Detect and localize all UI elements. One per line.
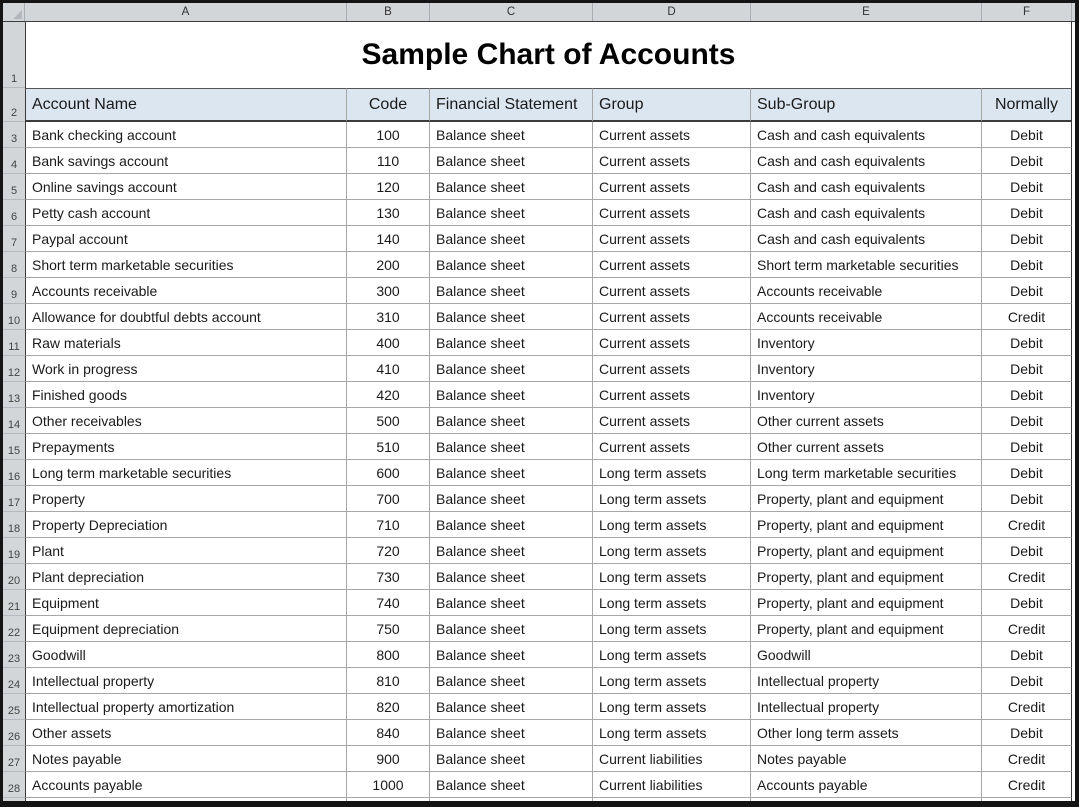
cell-group[interactable]: Long term assets bbox=[593, 460, 751, 486]
cell-code[interactable]: 810 bbox=[347, 668, 430, 694]
cell-account-name[interactable]: Intellectual property amortization bbox=[25, 694, 347, 720]
column-header-strip bbox=[3, 3, 1075, 22]
cell-financial-statement[interactable]: Balance sheet bbox=[430, 694, 593, 720]
cell-code[interactable]: 750 bbox=[347, 616, 430, 642]
cell-account-name[interactable]: Equipment bbox=[25, 590, 347, 616]
cell-normally[interactable]: Debit bbox=[982, 434, 1072, 460]
cell-financial-statement[interactable]: Balance sheet bbox=[430, 538, 593, 564]
cell-account-name[interactable]: Bank checking account bbox=[25, 122, 347, 148]
cell-sub-group[interactable]: Property, plant and equipment bbox=[751, 616, 982, 642]
cell-normally[interactable]: Debit bbox=[982, 200, 1072, 226]
cell-account-name[interactable]: Raw materials bbox=[25, 330, 347, 356]
cell-group[interactable]: Current assets bbox=[593, 434, 751, 460]
cell-code[interactable]: 140 bbox=[347, 226, 430, 252]
cell-account-name[interactable]: Accounts receivable bbox=[25, 278, 347, 304]
cell-sub-group[interactable]: Inventory bbox=[751, 382, 982, 408]
cell-financial-statement[interactable]: Balance sheet bbox=[430, 252, 593, 278]
table-row bbox=[3, 772, 1075, 798]
table-row bbox=[3, 122, 1075, 148]
cell-financial-statement[interactable]: Balance sheet bbox=[430, 668, 593, 694]
cell-code[interactable]: 410 bbox=[347, 356, 430, 382]
cell-sub-group[interactable]: Other current assets bbox=[751, 434, 982, 460]
cell-financial-statement[interactable]: Balance sheet bbox=[430, 772, 593, 798]
cell-account-name[interactable]: Prepayments bbox=[25, 434, 347, 460]
cell-code[interactable]: 110 bbox=[347, 148, 430, 174]
select-all-triangle-icon bbox=[13, 10, 22, 19]
partial-row-29 bbox=[3, 798, 1075, 801]
cell-code[interactable]: 820 bbox=[347, 694, 430, 720]
empty-cell[interactable] bbox=[347, 798, 430, 801]
column-header-B[interactable]: B bbox=[347, 3, 430, 21]
empty-cell[interactable] bbox=[593, 798, 751, 801]
cell-group[interactable]: Current assets bbox=[593, 200, 751, 226]
cell-account-name[interactable]: Other assets bbox=[25, 720, 347, 746]
cell-group[interactable]: Current assets bbox=[593, 382, 751, 408]
cell-sub-group[interactable]: Accounts receivable bbox=[751, 278, 982, 304]
header-cell-financial-statement[interactable]: Financial Statement bbox=[430, 88, 593, 122]
cell-financial-statement[interactable]: Balance sheet bbox=[430, 746, 593, 772]
table-row bbox=[3, 720, 1075, 746]
cell-financial-statement[interactable]: Balance sheet bbox=[430, 382, 593, 408]
cell-account-name[interactable]: Short term marketable securities bbox=[25, 252, 347, 278]
cell-group[interactable]: Long term assets bbox=[593, 616, 751, 642]
row-header-10[interactable]: 10 bbox=[3, 304, 25, 330]
table-row bbox=[3, 538, 1075, 564]
cell-group[interactable]: Long term assets bbox=[593, 590, 751, 616]
cell-normally[interactable]: Debit bbox=[982, 720, 1072, 746]
cell-code[interactable]: 310 bbox=[347, 304, 430, 330]
row-header-7[interactable]: 7 bbox=[3, 226, 25, 252]
cell-code[interactable]: 900 bbox=[347, 746, 430, 772]
row-header-5[interactable]: 5 bbox=[3, 174, 25, 200]
cell-financial-statement[interactable]: Balance sheet bbox=[430, 642, 593, 668]
column-header-A[interactable]: A bbox=[25, 3, 347, 21]
table-row bbox=[3, 278, 1075, 304]
cell-normally[interactable]: Credit bbox=[982, 512, 1072, 538]
row-header-17[interactable]: 17 bbox=[3, 486, 25, 512]
cell-account-name[interactable]: Petty cash account bbox=[25, 200, 347, 226]
cell-financial-statement[interactable]: Balance sheet bbox=[430, 590, 593, 616]
cell-normally[interactable]: Debit bbox=[982, 408, 1072, 434]
table-row bbox=[3, 408, 1075, 434]
cell-normally[interactable]: Debit bbox=[982, 174, 1072, 200]
cell-normally[interactable]: Credit bbox=[982, 694, 1072, 720]
cell-sub-group[interactable]: Intellectual property bbox=[751, 694, 982, 720]
column-header-F[interactable]: F bbox=[982, 3, 1072, 21]
cell-normally[interactable]: Debit bbox=[982, 486, 1072, 512]
cell-sub-group[interactable]: Accounts receivable bbox=[751, 304, 982, 330]
table-row bbox=[3, 694, 1075, 720]
cell-financial-statement[interactable]: Balance sheet bbox=[430, 434, 593, 460]
header-cell-group[interactable]: Group bbox=[593, 88, 751, 122]
cell-normally[interactable]: Debit bbox=[982, 590, 1072, 616]
cell-normally[interactable]: Debit bbox=[982, 382, 1072, 408]
cell-normally[interactable]: Debit bbox=[982, 122, 1072, 148]
cell-financial-statement[interactable]: Balance sheet bbox=[430, 122, 593, 148]
cell-sub-group[interactable]: Cash and cash equivalents bbox=[751, 226, 982, 252]
header-cell-account-name[interactable]: Account Name bbox=[25, 88, 347, 122]
cell-account-name[interactable]: Plant depreciation bbox=[25, 564, 347, 590]
cell-account-name[interactable]: Allowance for doubtful debts account bbox=[25, 304, 347, 330]
cell-normally[interactable]: Debit bbox=[982, 642, 1072, 668]
cell-sub-group[interactable]: Property, plant and equipment bbox=[751, 538, 982, 564]
row-header-2[interactable]: 2 bbox=[3, 88, 25, 122]
cell-sub-group[interactable]: Accounts payable bbox=[751, 772, 982, 798]
cell-normally[interactable]: Debit bbox=[982, 278, 1072, 304]
cell-normally[interactable]: Debit bbox=[982, 460, 1072, 486]
cell-financial-statement[interactable]: Balance sheet bbox=[430, 330, 593, 356]
cell-account-name[interactable]: Property Depreciation bbox=[25, 512, 347, 538]
cell-account-name[interactable]: Property bbox=[25, 486, 347, 512]
row-header-28[interactable]: 28 bbox=[3, 772, 25, 798]
cell-sub-group[interactable]: Property, plant and equipment bbox=[751, 590, 982, 616]
cell-account-name[interactable]: Bank savings account bbox=[25, 148, 347, 174]
table-row bbox=[3, 356, 1075, 382]
row-header-27[interactable]: 27 bbox=[3, 746, 25, 772]
table-row bbox=[3, 668, 1075, 694]
table-row bbox=[3, 486, 1075, 512]
cell-account-name[interactable]: Intellectual property bbox=[25, 668, 347, 694]
cell-sub-group[interactable]: Other current assets bbox=[751, 408, 982, 434]
cell-code[interactable]: 840 bbox=[347, 720, 430, 746]
cell-group[interactable]: Current assets bbox=[593, 408, 751, 434]
table-row bbox=[3, 382, 1075, 408]
column-header-E[interactable]: E bbox=[751, 3, 982, 21]
header-cell-normally[interactable]: Normally bbox=[982, 88, 1072, 122]
row-header-15[interactable]: 15 bbox=[3, 434, 25, 460]
cell-group[interactable]: Current assets bbox=[593, 174, 751, 200]
cell-group[interactable]: Current assets bbox=[593, 122, 751, 148]
cell-financial-statement[interactable]: Balance sheet bbox=[430, 460, 593, 486]
cell-code[interactable]: 720 bbox=[347, 538, 430, 564]
cell-sub-group[interactable]: Goodwill bbox=[751, 642, 982, 668]
cell-code[interactable]: 700 bbox=[347, 486, 430, 512]
cell-group[interactable]: Long term assets bbox=[593, 512, 751, 538]
table-row bbox=[3, 564, 1075, 590]
row-header-21[interactable]: 21 bbox=[3, 590, 25, 616]
empty-cell[interactable] bbox=[25, 798, 347, 801]
cell-group[interactable]: Current assets bbox=[593, 226, 751, 252]
sheet-title[interactable]: Sample Chart of Accounts bbox=[25, 22, 1072, 88]
cell-financial-statement[interactable]: Balance sheet bbox=[430, 512, 593, 538]
table-row bbox=[3, 330, 1075, 356]
title-row bbox=[3, 22, 1075, 88]
cell-account-name[interactable]: Goodwill bbox=[25, 642, 347, 668]
row-header-8[interactable]: 8 bbox=[3, 252, 25, 278]
table-row bbox=[3, 512, 1075, 538]
row-header-24[interactable]: 24 bbox=[3, 668, 25, 694]
cell-account-name[interactable]: Other receivables bbox=[25, 408, 347, 434]
cell-group[interactable]: Long term assets bbox=[593, 642, 751, 668]
cell-sub-group[interactable]: Cash and cash equivalents bbox=[751, 200, 982, 226]
cell-sub-group[interactable]: Long term marketable securities bbox=[751, 460, 982, 486]
row-header-1[interactable]: 1 bbox=[3, 22, 25, 88]
cell-normally[interactable]: Credit bbox=[982, 564, 1072, 590]
cell-group[interactable]: Long term assets bbox=[593, 694, 751, 720]
cell-financial-statement[interactable]: Balance sheet bbox=[430, 200, 593, 226]
cell-group[interactable]: Long term assets bbox=[593, 564, 751, 590]
cell-account-name[interactable]: Accounts payable bbox=[25, 772, 347, 798]
cell-group[interactable]: Long term assets bbox=[593, 486, 751, 512]
cell-normally[interactable]: Debit bbox=[982, 226, 1072, 252]
table-row bbox=[3, 460, 1075, 486]
cell-group[interactable]: Current assets bbox=[593, 148, 751, 174]
row-header-16[interactable]: 16 bbox=[3, 460, 25, 486]
cell-code[interactable]: 130 bbox=[347, 200, 430, 226]
cell-code[interactable]: 510 bbox=[347, 434, 430, 460]
cell-sub-group[interactable]: Property, plant and equipment bbox=[751, 486, 982, 512]
row-header-9[interactable]: 9 bbox=[3, 278, 25, 304]
cell-sub-group[interactable]: Notes payable bbox=[751, 746, 982, 772]
row-header-29[interactable] bbox=[3, 798, 25, 801]
select-all-corner[interactable] bbox=[3, 3, 25, 21]
table-row bbox=[3, 226, 1075, 252]
row-header-20[interactable]: 20 bbox=[3, 564, 25, 590]
cell-sub-group[interactable]: Property, plant and equipment bbox=[751, 512, 982, 538]
cell-account-name[interactable]: Plant bbox=[25, 538, 347, 564]
cell-financial-statement[interactable]: Balance sheet bbox=[430, 356, 593, 382]
cell-normally[interactable]: Debit bbox=[982, 330, 1072, 356]
row-header-4[interactable]: 4 bbox=[3, 148, 25, 174]
cell-code[interactable]: 120 bbox=[347, 174, 430, 200]
row-header-19[interactable]: 19 bbox=[3, 538, 25, 564]
cell-account-name[interactable]: Work in progress bbox=[25, 356, 347, 382]
row-header-18[interactable]: 18 bbox=[3, 512, 25, 538]
empty-cell[interactable] bbox=[982, 798, 1072, 801]
row-header-6[interactable]: 6 bbox=[3, 200, 25, 226]
table-row bbox=[3, 746, 1075, 772]
cell-financial-statement[interactable]: Balance sheet bbox=[430, 616, 593, 642]
cell-financial-statement[interactable]: Balance sheet bbox=[430, 174, 593, 200]
cell-group[interactable]: Long term assets bbox=[593, 720, 751, 746]
column-header-C[interactable]: C bbox=[430, 3, 593, 21]
cell-normally[interactable]: Credit bbox=[982, 304, 1072, 330]
cell-financial-statement[interactable]: Balance sheet bbox=[430, 278, 593, 304]
row-header-26[interactable]: 26 bbox=[3, 720, 25, 746]
row-header-11[interactable]: 11 bbox=[3, 330, 25, 356]
cell-financial-statement[interactable]: Balance sheet bbox=[430, 226, 593, 252]
cell-group[interactable]: Long term assets bbox=[593, 538, 751, 564]
cell-normally[interactable]: Debit bbox=[982, 538, 1072, 564]
cell-code[interactable]: 500 bbox=[347, 408, 430, 434]
table-row bbox=[3, 200, 1075, 226]
cell-code[interactable]: 730 bbox=[347, 564, 430, 590]
row-header-22[interactable]: 22 bbox=[3, 616, 25, 642]
row-header-23[interactable]: 23 bbox=[3, 642, 25, 668]
cell-sub-group[interactable]: Cash and cash equivalents bbox=[751, 174, 982, 200]
cell-code[interactable]: 1000 bbox=[347, 772, 430, 798]
cell-normally[interactable]: Debit bbox=[982, 356, 1072, 382]
table-row bbox=[3, 252, 1075, 278]
cell-normally[interactable]: Credit bbox=[982, 616, 1072, 642]
cell-normally[interactable]: Credit bbox=[982, 772, 1072, 798]
cell-code[interactable]: 400 bbox=[347, 330, 430, 356]
table-row bbox=[3, 616, 1075, 642]
cell-group[interactable]: Current assets bbox=[593, 330, 751, 356]
row-header-13[interactable]: 13 bbox=[3, 382, 25, 408]
cell-code[interactable]: 100 bbox=[347, 122, 430, 148]
cell-normally[interactable]: Debit bbox=[982, 668, 1072, 694]
table-body bbox=[3, 122, 1075, 798]
cell-sub-group[interactable]: Cash and cash equivalents bbox=[751, 148, 982, 174]
cell-financial-statement[interactable]: Balance sheet bbox=[430, 564, 593, 590]
row-header-14[interactable]: 14 bbox=[3, 408, 25, 434]
cell-group[interactable]: Current liabilities bbox=[593, 772, 751, 798]
cell-account-name[interactable]: Equipment depreciation bbox=[25, 616, 347, 642]
cell-sub-group[interactable]: Cash and cash equivalents bbox=[751, 122, 982, 148]
cell-financial-statement[interactable]: Balance sheet bbox=[430, 304, 593, 330]
cell-group[interactable]: Current assets bbox=[593, 278, 751, 304]
cell-code[interactable]: 300 bbox=[347, 278, 430, 304]
cell-normally[interactable]: Debit bbox=[982, 252, 1072, 278]
row-header-3[interactable]: 3 bbox=[3, 122, 25, 148]
cell-group[interactable]: Current assets bbox=[593, 356, 751, 382]
table-row bbox=[3, 434, 1075, 460]
table-row bbox=[3, 304, 1075, 330]
cell-account-name[interactable]: Online savings account bbox=[25, 174, 347, 200]
empty-cell[interactable] bbox=[430, 798, 593, 801]
cell-code[interactable]: 420 bbox=[347, 382, 430, 408]
cell-normally[interactable]: Credit bbox=[982, 746, 1072, 772]
cell-financial-statement[interactable]: Balance sheet bbox=[430, 720, 593, 746]
cell-group[interactable]: Current assets bbox=[593, 252, 751, 278]
cell-sub-group[interactable]: Short term marketable securities bbox=[751, 252, 982, 278]
cell-code[interactable]: 740 bbox=[347, 590, 430, 616]
cell-financial-statement[interactable]: Balance sheet bbox=[430, 486, 593, 512]
cell-account-name[interactable]: Finished goods bbox=[25, 382, 347, 408]
cell-sub-group[interactable]: Intellectual property bbox=[751, 668, 982, 694]
cell-group[interactable]: Long term assets bbox=[593, 668, 751, 694]
cell-account-name[interactable]: Paypal account bbox=[25, 226, 347, 252]
row-header-25[interactable]: 25 bbox=[3, 694, 25, 720]
empty-cell[interactable] bbox=[751, 798, 982, 801]
cell-sub-group[interactable]: Inventory bbox=[751, 356, 982, 382]
table-row bbox=[3, 590, 1075, 616]
header-cell-sub-group[interactable]: Sub-Group bbox=[751, 88, 982, 122]
cell-code[interactable]: 800 bbox=[347, 642, 430, 668]
cell-sub-group[interactable]: Property, plant and equipment bbox=[751, 564, 982, 590]
cell-financial-statement[interactable]: Balance sheet bbox=[430, 408, 593, 434]
cell-group[interactable]: Current liabilities bbox=[593, 746, 751, 772]
cell-normally[interactable]: Debit bbox=[982, 148, 1072, 174]
cell-group[interactable]: Current assets bbox=[593, 304, 751, 330]
cell-account-name[interactable]: Notes payable bbox=[25, 746, 347, 772]
cell-code[interactable]: 710 bbox=[347, 512, 430, 538]
header-cell-code[interactable]: Code bbox=[347, 88, 430, 122]
cell-sub-group[interactable]: Other long term assets bbox=[751, 720, 982, 746]
cell-account-name[interactable]: Long term marketable securities bbox=[25, 460, 347, 486]
table-row bbox=[3, 174, 1075, 200]
column-header-D[interactable]: D bbox=[593, 3, 751, 21]
cell-code[interactable]: 600 bbox=[347, 460, 430, 486]
table-row bbox=[3, 642, 1075, 668]
row-header-12[interactable]: 12 bbox=[3, 356, 25, 382]
table-row bbox=[3, 148, 1075, 174]
cell-sub-group[interactable]: Inventory bbox=[751, 330, 982, 356]
table-header-row bbox=[3, 88, 1075, 122]
cell-financial-statement[interactable]: Balance sheet bbox=[430, 148, 593, 174]
cell-code[interactable]: 200 bbox=[347, 252, 430, 278]
worksheet bbox=[3, 3, 1075, 801]
